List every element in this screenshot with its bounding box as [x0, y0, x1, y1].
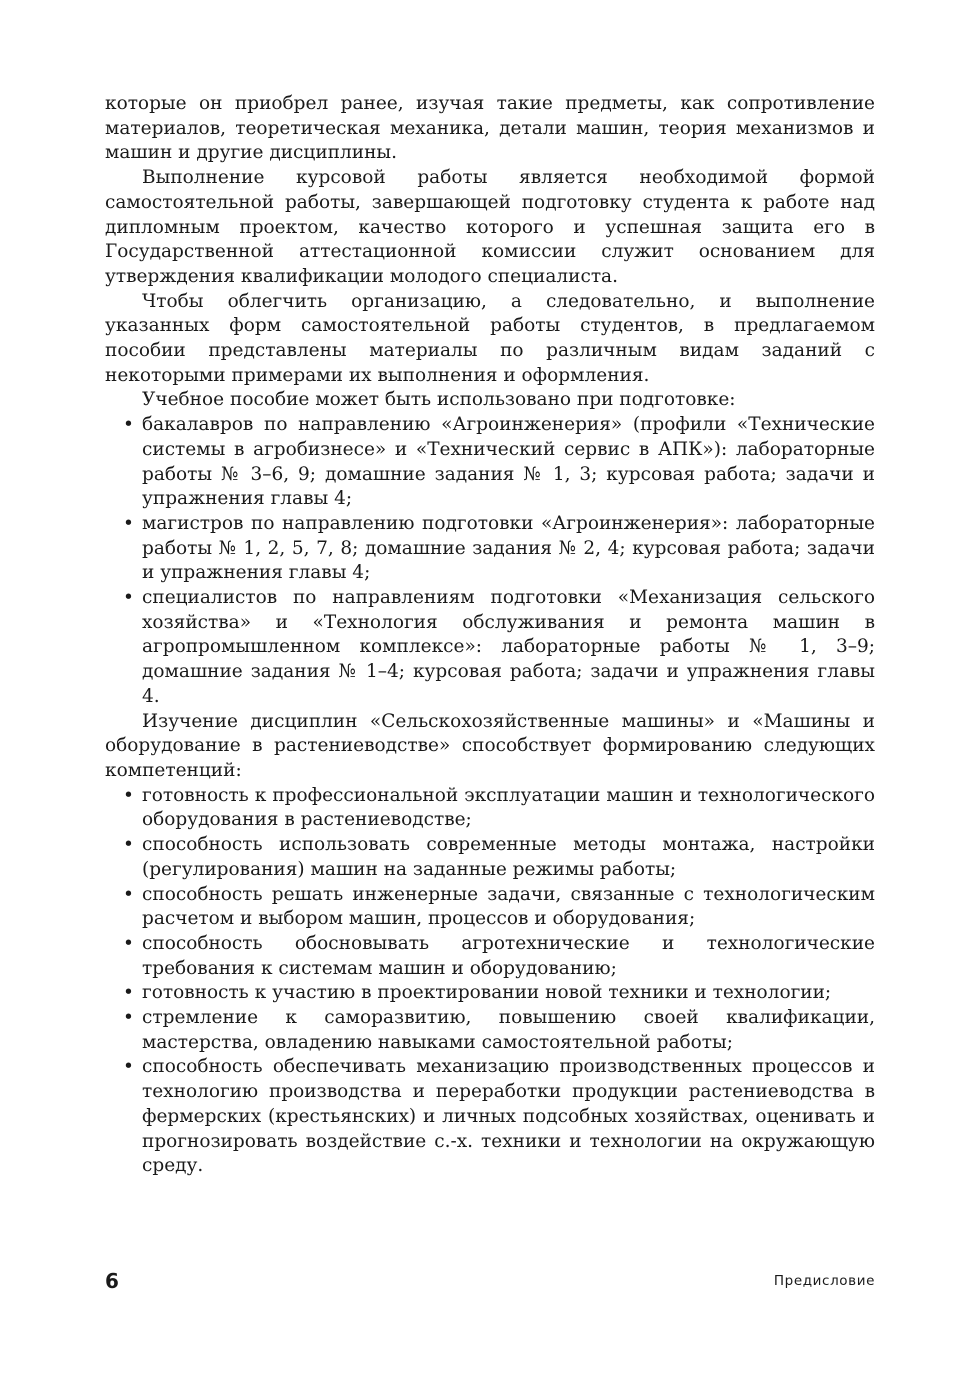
list-item-text: специалистов по направлениям подготовки «Механизация сельского хозяйства» и «Технология обслуживания и ремонта машин в агропромышленном комплексе»: лабораторные работы № 1, 3–9; домашние задания № 1–4; курсовая работа; задачи и упражнения главы 4. — [142, 587, 875, 707]
list-item-text: бакалавров по направлению «Агроинженерия» (профили «Технические системы в агробизнесе» и «Технический сервис в АПК»): лабораторные работы № 3–6, 9; домашние задания № 1, 3; курсовая работа; задачи и упражнения главы 4; — [142, 414, 875, 510]
paragraph-coursework: Выполнение курсовой работы является необходимой формой самостоятельной работы, завершающей подготовку студента к работе над дипломным проектом, качество которого и успешная защита его в Государственной аттестационной комиссии служит основанием для утверждения квалификации молодого специалиста. — [105, 167, 875, 287]
list-item — [105, 586, 875, 710]
bullet-icon: • — [123, 1007, 134, 1029]
list-item — [105, 1055, 875, 1179]
bullet-icon: • — [123, 932, 134, 954]
list-item-text: стремление к саморазвитию, повышению своей квалификации, мастерства, овладению навыками самостоятельной работы; — [142, 1007, 875, 1053]
bullet-icon: • — [123, 512, 134, 534]
paragraph-competencies-intro: Изучение дисциплин «Сельскохозяйственные машины» и «Машины и оборудование в растениеводстве» способствует формированию следующих компетенций: — [105, 710, 875, 781]
bullet-icon: • — [123, 1056, 134, 1078]
list-item-text: способность решать инженерные задачи, связанные с технологическим расчетом и выбором машин, процессов и оборудования; — [142, 883, 875, 930]
list-item-text: магистров по направлению подготовки «Агроинженерия»: лабораторные работы № 1, 2, 5, 7, 8; домашние задания № 2, 4; курсовая работа; задачи и упражнения главы 4; — [142, 512, 875, 584]
list-item-text: готовность к профессиональной эксплуатации машин и технологического оборудования в растениеводстве; — [142, 784, 875, 831]
bullet-icon: • — [123, 834, 134, 856]
list-item-text: способность обосновывать агротехнические и технологические требования к системам машин и оборудованию; — [142, 932, 875, 979]
list-item — [105, 833, 875, 882]
paragraph-continuation: которые он приобрел ранее, изучая такие предметы, как сопротивление материалов, теоретическая механика, детали машин, теория механизмов и машин и другие дисциплины. — [105, 93, 875, 164]
running-footer-title: Предисловие — [773, 1273, 875, 1289]
list-item-text: готовность к участию в проектировании новой техники и технологии; — [142, 982, 832, 1004]
bullet-icon: • — [123, 883, 134, 905]
bullet-icon: • — [123, 414, 134, 436]
list-item — [105, 981, 875, 1006]
list-item-text: способность использовать современные методы монтажа, настройки (регулирования) машин на заданные режимы работы; — [142, 834, 875, 880]
paragraph-organization: Чтобы облегчить организацию, а следовательно, и выполнение указанных форм самостоятельной работы студентов, в предлагаемом пособии представлены материалы по различным видам заданий с некоторыми примерами их выполнения и оформления. — [105, 290, 875, 386]
list-item — [105, 1006, 875, 1055]
competencies-list — [105, 784, 875, 1179]
bullet-icon: • — [123, 784, 134, 806]
list-item — [105, 883, 875, 932]
list-item — [105, 413, 875, 512]
training-list — [105, 413, 875, 709]
bullet-icon: • — [123, 587, 134, 609]
page-number: 6 — [105, 1269, 119, 1293]
page-body — [105, 92, 875, 1179]
list-item-text: способность обеспечивать механизацию производственных процессов и технологию производства и переработки продукции растениеводства в фермерских (крестьянских) и личных подсобных хозяйствах, оценивать и прогнозировать воздействие с.-х. техники и технологии на окружающую среду. — [142, 1056, 875, 1177]
list-item — [105, 784, 875, 833]
list-item — [105, 932, 875, 981]
list-item — [105, 512, 875, 586]
bullet-icon: • — [123, 982, 134, 1004]
paragraph-usage-intro: Учебное пособие может быть использовано при подготовке: — [142, 389, 736, 411]
